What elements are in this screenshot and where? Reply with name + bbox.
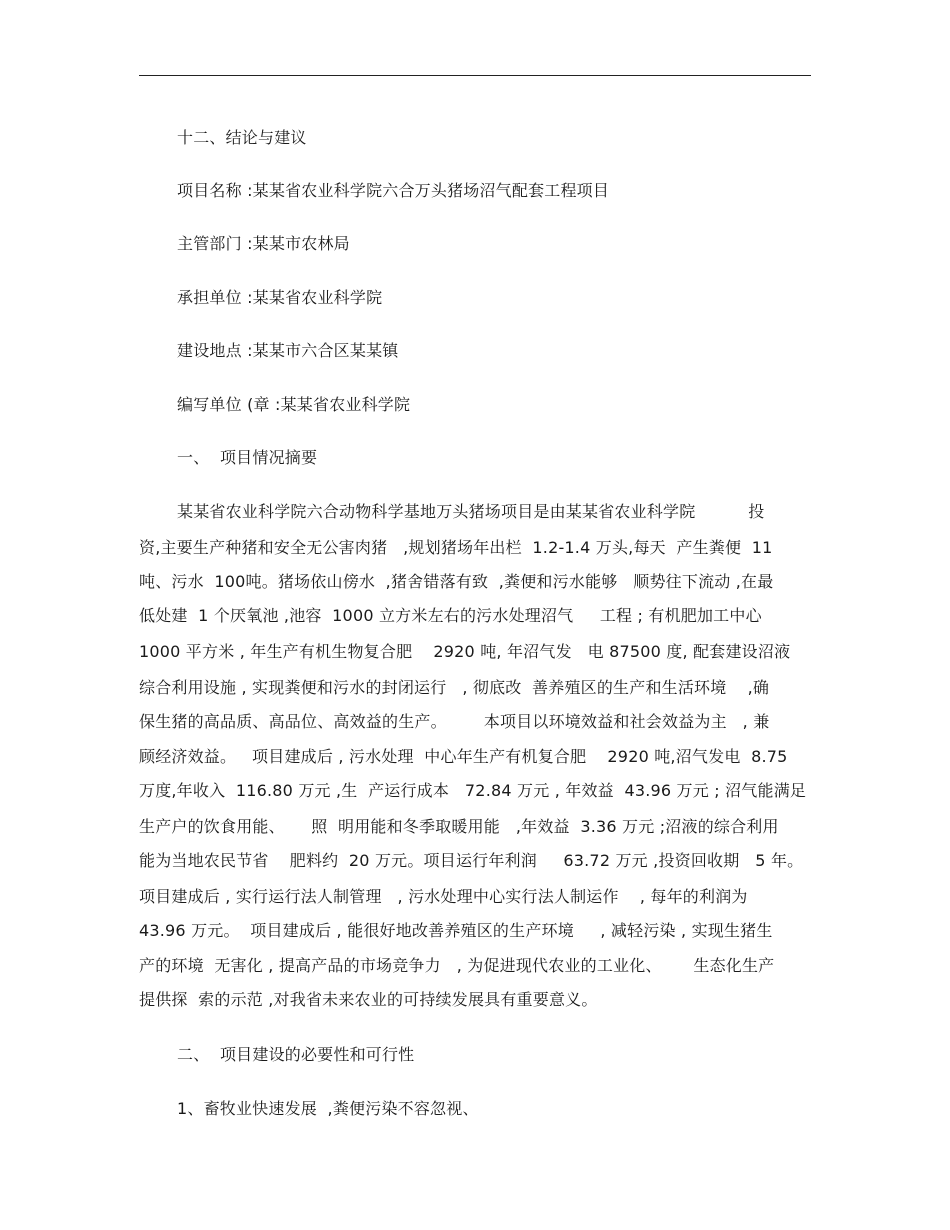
field-author-unit: 编写单位 (章 :某某省农业科学院 — [177, 395, 411, 414]
summary-line: 1000 平方米 , 年生产有机生物复合肥 2920 吨, 年沼气发 电 87500 度, 配套建设沼液 — [139, 642, 791, 661]
summary-line: 吨、污水 100吨。猪场依山傍水 ,猪舍错落有致 ,粪便和污水能够 顺势往下流动 ,在最 — [139, 572, 774, 591]
summary-line: 能为当地农民节省 肥料约 20 万元。项目运行年利润 63.72 万元 ,投资回收期 5 年。 — [139, 851, 804, 870]
section1-heading: 一、 项目情况摘要 — [177, 448, 318, 467]
summary-line: 产的环境 无害化 , 提高产品的市场竞争力 , 为促进现代农业的工业化、 生态化生产 — [139, 956, 775, 975]
summary-line: 低处建 1 个厌氧池 ,池容 1000 立方米左右的污水处理沼气 工程 ; 有机肥加工中心 — [139, 606, 762, 625]
summary-line: 综合利用设施 , 实现粪便和污水的封闭运行 , 彻底改 善养殖区的生产和生活环境 ,确 — [139, 678, 770, 697]
section2-heading: 二、 项目建设的必要性和可行性 — [177, 1045, 415, 1064]
summary-line: 生产户的饮食用能、 照 明用能和冬季取暖用能 ,年效益 3.36 万元 ;沼液的综合利用 — [139, 817, 779, 836]
field-undertaker: 承担单位 :某某省农业科学院 — [177, 288, 383, 307]
summary-line: 项目建成后 , 实行运行法人制管理 , 污水处理中心实行法人制运作 , 每年的利润为 — [139, 887, 748, 906]
summary-line: 资,主要生产种猪和安全无公害肉猪 ,规划猪场年出栏 1.2-1.4 万头,每天 产生粪便 11 — [139, 538, 773, 557]
summary-line: 某某省农业科学院六合动物科学基地万头猪场项目是由某某省农业科学院 投 — [177, 502, 765, 521]
summary-line: 万度,年收入 116.80 万元 ,生 产运行成本 72.84 万元 , 年效益 43.96 万元 ; 沼气能满足 — [139, 781, 807, 800]
summary-line: 43.96 万元。 项目建成后 , 能很好地改善养殖区的生产环境 , 减轻污染 , 实现生猪生 — [139, 921, 773, 940]
field-department: 主管部门 :某某市农林局 — [177, 234, 350, 253]
summary-line: 提供探 索的示范 ,对我省未来农业的可持续发展具有重要意义。 — [139, 990, 598, 1009]
section-title: 十二、结论与建议 — [177, 128, 307, 147]
subsection1-heading: 1、畜牧业快速发展 ,粪便污染不容忽视、 — [177, 1099, 479, 1118]
field-location: 建设地点 :某某市六合区某某镇 — [177, 341, 399, 360]
header-rule — [139, 75, 811, 76]
summary-line: 顾经济效益。 项目建成后 , 污水处理 中心年生产有机复合肥 2920 吨,沼气发电 8.75 — [139, 747, 788, 766]
summary-line: 保生猪的高品质、高品位、高效益的生产。 本项目以环境效益和社会效益为主 , 兼 — [139, 712, 770, 731]
field-project-name: 项目名称 :某某省农业科学院六合万头猪场沼气配套工程项目 — [177, 181, 610, 200]
